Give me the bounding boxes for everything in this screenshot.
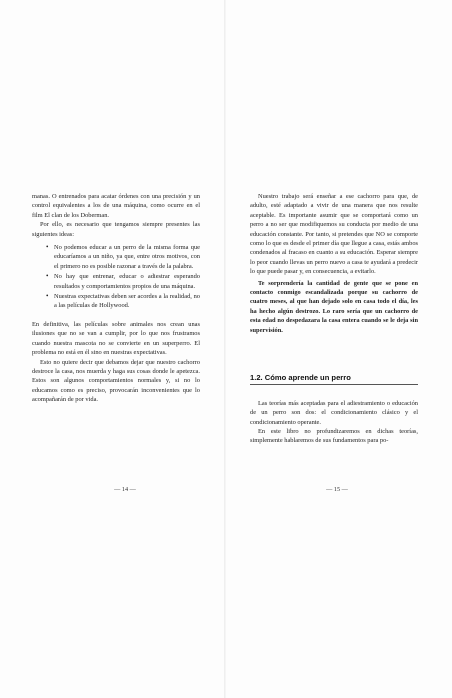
- paragraph: En este libro no profundizaremos en dichas teorías, simplemente hablaremos de sus fundamentos para po-: [250, 427, 418, 445]
- bullet-list: [32, 243, 200, 311]
- left-text-column: [32, 192, 200, 405]
- right-text-column: [250, 192, 418, 446]
- page-number: — 15 —: [326, 486, 348, 493]
- paragraph: Nuestro trabajo será enseñar a ese cachorro para que, de adulto, esté adaptado a vivir de una manera que nos resulte aceptable. Es importante asumir que se comportará como un perro a no ser que modifiquemos su conducta por medio de una educación constante. Por tanto, si pretendes que NO se comporte como lo que es desde el primer día que llegue a casa, estás ambos condenados al fracaso en cuanto a su educación. Esperar siempre lo peor cuando llevas un perro nuevo a casa te ayudará a predecir lo que puede pasar y, en consecuencia, a evitarlo.: [250, 193, 418, 276]
- section-heading: [250, 373, 418, 385]
- paragraph: En definitiva, las películas sobre animales nos crean unas ilusiones que no se van a cumplir, por lo que nos frustramos cuando nuestra mascota no se convierte en un superperro. El problema no está en él sino en nuestras expectativas.: [32, 320, 200, 357]
- paragraph: Por ello, es necesario que tengamos siempre presentes las siguientes ideas:: [32, 221, 200, 238]
- paragraph: Las teorías más aceptadas para el adiestramiento o educación de un perro son dos: el condicionamiento clásico y el condicionamiento operante.: [250, 399, 418, 426]
- list-item: • Nuestras expectativas deben ser acordes a la realidad, no a las películas de Hollywood.: [54, 292, 200, 311]
- paragraph: Esto no quiere decir que debamos dejar que nuestro cachorro destroce la casa, nos muerda y haga sus cosas donde le apetezca. Estos son algunos comportamientos normales y, si no lo educamos como es preciso, provocarán inconvenientes que lo acompañarán de por vida.: [32, 358, 200, 404]
- page-number: — 14 —: [114, 486, 136, 493]
- bold-paragraph: Te sorprendería la cantidad de gente que se pone en contacto conmigo escandalizada porque su cachorro de cuatro meses, al que han dejado solo en casa todo el día, les ha hecho algún destrozo. Lo raro sería que un cachorro de esta edad no despedazara la casa entera cuando se le deja sin supervisión.: [250, 279, 418, 334]
- list-item: • No podemos educar a un perro de la misma forma que educaríamos a un niño, ya que, entre otros motivos, con el primero no es posible razonar a través de la palabra.: [54, 243, 200, 271]
- list-item: • No hay que entrenar, educar o adiestrar esperando resultados y comportamientos propios de una máquina.: [54, 272, 200, 291]
- right-page: [226, 0, 452, 698]
- paragraph: manas. O entrenados para acatar órdenes con una precisión y un control equivalentes a los de una máquina, como ocurre en el film El clan de los Doberman.: [32, 193, 200, 219]
- heading-rule: [250, 384, 418, 385]
- section-heading-text: 1.2. Cómo aprende un perro: [250, 373, 351, 383]
